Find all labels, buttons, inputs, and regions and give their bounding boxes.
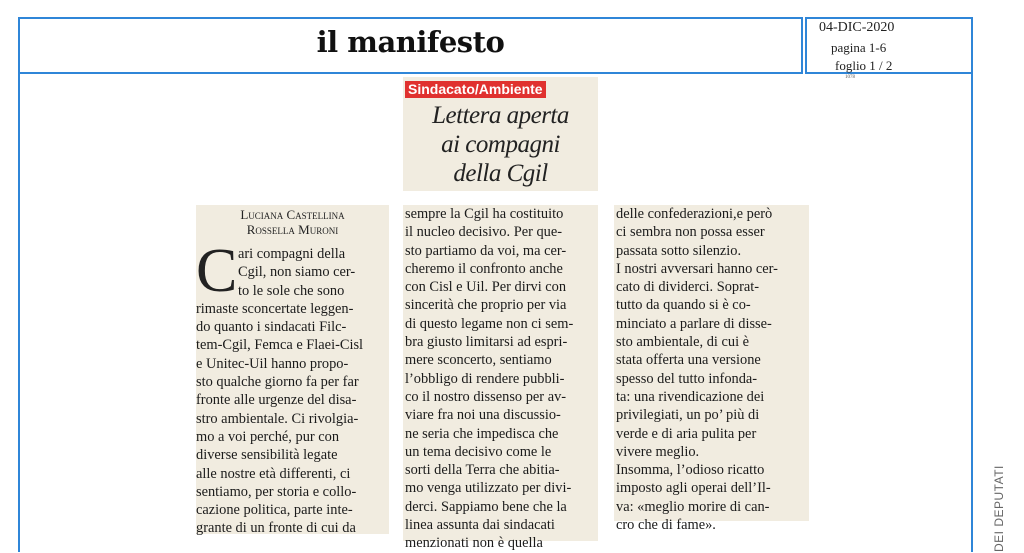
text-line: derci. Sappiamo bene che la [405, 498, 567, 515]
text-line: cro che di fame». [616, 517, 716, 534]
clipping-meta-box [805, 17, 973, 80]
text-line: fronte alle urgenze del disa- [196, 392, 357, 409]
text-line: Insomma, l’odioso ricatto [616, 462, 765, 479]
clipping-sheet: foglio 1 / 2 [835, 58, 893, 73]
text-line: cato di dividerci. Soprat- [616, 279, 760, 296]
text-line: stro ambientale. Ci rivolgia- [196, 410, 359, 427]
text-line: grante di un fronte di cui da [196, 520, 356, 537]
text-line: menzionati non è quella [405, 535, 543, 552]
text-line: il nucleo decisivo. Per que- [405, 224, 563, 241]
text-line: co il nostro dissenso per av- [405, 388, 567, 405]
text-line: stata offerta una versione [616, 352, 761, 369]
text-line: spesso del tutto infonda- [616, 370, 758, 387]
text-line: viare fra noi una discussio- [405, 407, 561, 424]
text-line: sto ambientale, di cui è [616, 334, 750, 351]
text-line: vivere meglio. [616, 443, 700, 460]
text-line: tutto da quando si è co- [616, 297, 751, 314]
text-line: ari compagni della [238, 246, 346, 262]
text-line: imposto agli operai dell’Il- [616, 480, 771, 497]
text-line: un tema decisivo come le [405, 443, 552, 460]
author-name: Luciana Castellina [240, 207, 345, 222]
article-column-1 [196, 205, 389, 537]
text-line: tem-Cgil, Femca e Flaei-Cisl [196, 337, 364, 354]
text-line: linea assunta dai sindacati [405, 517, 555, 534]
byline [196, 207, 389, 237]
text-line: cazione politica, parte inte- [196, 502, 353, 519]
text-line: mere sconcerto, sentiamo [405, 352, 552, 369]
clipping-date: 04-DIC-2020 [819, 20, 895, 35]
text-line: I nostri avversari hanno cer- [616, 260, 778, 277]
text-line: l’obbligo di rendere pubbli- [405, 370, 565, 387]
text-line: diverse sensibilità legate [196, 447, 338, 464]
text-line: sempre la Cgil ha costituito [405, 206, 564, 222]
column-text [616, 205, 778, 534]
text-line: sto qualche giorno fa per far [196, 374, 359, 391]
text-line: ta: una rivendicazione dei [616, 388, 765, 405]
title-line: della Cgil [453, 160, 548, 187]
text-line: rimaste sconcertate leggen- [196, 300, 354, 317]
title-line: Lettera aperta [432, 102, 569, 129]
text-line: ci sembra non possa esser [616, 224, 765, 241]
title-line: ai compagni [441, 131, 560, 158]
text-line: con Cisl e Uil. Per dirvi con [405, 279, 567, 296]
side-label [992, 452, 1008, 552]
text-line: delle confederazioni,e però [616, 206, 773, 222]
clipping-page: pagina 1-6 [831, 40, 887, 55]
author-name: Rossella Muroni [246, 222, 339, 237]
text-line: to le sole che sono [238, 282, 345, 299]
clipping-code: 1078 [845, 75, 855, 80]
text-line: sincerità che proprio per via [405, 297, 567, 314]
drop-cap: C [196, 237, 238, 305]
text-line: passata sotto silenzio. [616, 242, 742, 259]
text-line: sto partiamo da voi, ma cer- [405, 242, 567, 259]
text-line: ne seria che impedisca che [405, 425, 559, 442]
text-line: alle nostre età differenti, ci [196, 465, 351, 482]
text-line: mo venga utilizzato per divi- [405, 480, 572, 497]
column-text [196, 237, 364, 538]
text-line: va: «meglio morire di can- [616, 498, 770, 515]
article-column-2 [403, 205, 598, 552]
headline-panel [403, 77, 598, 191]
text-line: privilegiati, un po’ più di [616, 407, 760, 424]
text-line: sentiamo, per storia e collo- [196, 483, 357, 500]
article-column-3 [614, 205, 809, 534]
text-line: mo a voi perché, pur con [196, 428, 340, 445]
article-kicker: Sindacato/Ambiente [405, 81, 546, 98]
text-line: cheremo il confronto anche [405, 260, 563, 277]
side-label-text: DEI DEPUTATI [992, 465, 1006, 552]
column-text [405, 205, 573, 553]
newspaper-masthead: il manifesto [316, 25, 505, 59]
text-line: e Unitec-Uil hanno propo- [196, 355, 349, 372]
text-line: sorti della Terra che abitia- [405, 462, 560, 479]
text-line: bra giusto limitarsi ad espri- [405, 334, 568, 351]
text-line: minciato a parlare di disse- [616, 315, 772, 332]
masthead-box [18, 17, 803, 74]
text-line: Cgil, non siamo cer- [238, 264, 356, 281]
article-title [403, 101, 598, 188]
text-line: do quanto i sindacati Filc- [196, 319, 347, 336]
text-line: verde e di aria pulita per [616, 425, 757, 442]
text-line: di questo legame non ci sem- [405, 315, 574, 332]
